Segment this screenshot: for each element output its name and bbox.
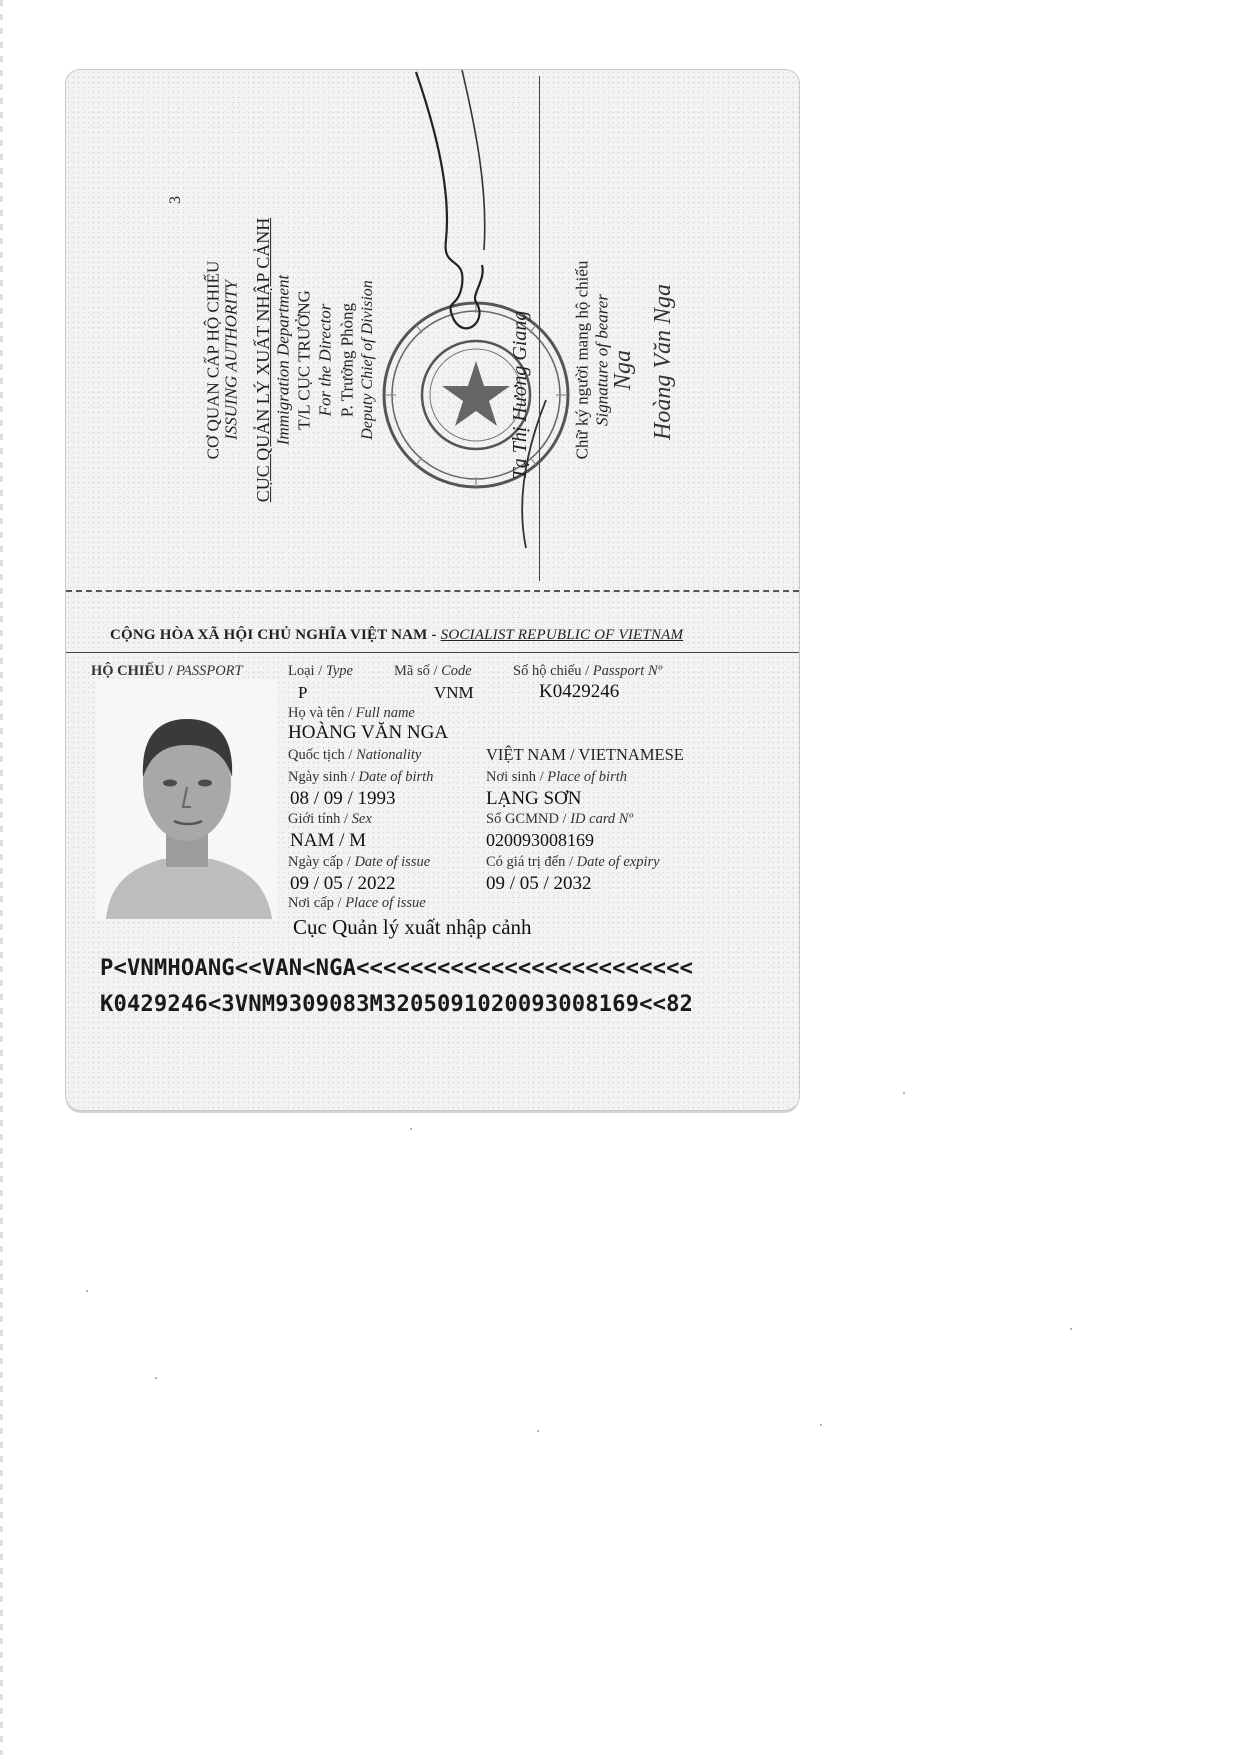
passport-label: HỘ CHIẾU / PASSPORT (91, 663, 243, 679)
scan-edge (0, 0, 3, 1755)
department-vi: CỤC QUẢN LÝ XUẤT NHẬP CẢNH (253, 217, 274, 503)
scan-speck (155, 1377, 157, 1379)
poi-label: Nơi cấp / Place of issue (288, 895, 426, 911)
nationality: VIỆT NAM / VIETNAMESE (486, 745, 684, 764)
scan-speck (820, 1424, 822, 1426)
republic-vi: CỘNG HÒA XÃ HỘI CHỦ NGHĨA VIỆT NAM - (110, 627, 441, 643)
page-divider (539, 76, 540, 581)
mrz-line-2: K0429246<3VNM9309083M3205091020093008169<<82 (100, 991, 694, 1017)
code-label: Mã số / Code (394, 663, 472, 679)
id-card-label: Số GCMND / ID card Nº (486, 811, 633, 827)
passport-number: K0429246 (539, 681, 620, 702)
date-of-expiry: 09 / 05 / 2032 (486, 873, 592, 894)
passport-type: P (298, 683, 308, 702)
scan-speck (537, 1430, 539, 1432)
bearer-signature-label-vi: Chữ ký người mang hộ chiếu (572, 260, 592, 460)
scan-speck (1070, 1328, 1072, 1330)
dob-label: Ngày sinh / Date of birth (288, 769, 434, 785)
place-of-issue: Cục Quản lý xuất nhập cảnh (293, 915, 532, 939)
date-of-birth: 08 / 09 / 1993 (290, 788, 396, 809)
pob-label: Nơi sinh / Place of birth (486, 769, 627, 785)
republic-header (110, 627, 683, 644)
officer-signature-icon (396, 70, 596, 550)
doi-label: Ngày cấp / Date of issue (288, 854, 431, 870)
bearer-signature-label-en: Signature of bearer (592, 294, 612, 426)
deputy-en: Deputy Chief of Division (359, 280, 377, 440)
country-code: VNM (434, 683, 474, 702)
scan-speck (903, 1092, 905, 1094)
deputy-vi: P. Trưởng Phòng (337, 302, 357, 418)
name-label: Họ và tên / Full name (288, 705, 415, 721)
portrait-icon (96, 679, 278, 919)
place-of-birth: LẠNG SƠN (486, 788, 582, 809)
director-en: For the Director (315, 303, 335, 417)
director-vi: T/L CỤC TRƯỞNG (294, 290, 314, 430)
svg-text:Hoàng Văn Nga: Hoàng Văn Nga (650, 284, 676, 440)
authority-page (66, 70, 799, 590)
date-of-issue: 09 / 05 / 2022 (290, 873, 396, 894)
header-rule (66, 652, 799, 653)
scan-speck (86, 1290, 88, 1292)
page-fold-line (66, 590, 799, 592)
signer-name: Tạ Thị Hương Giang (509, 310, 531, 480)
republic-en: SOCIALIST REPUBLIC OF VIETNAM (440, 627, 684, 643)
passport-number-label: Số hộ chiếu / Passport Nº (513, 663, 663, 679)
mrz-line-1: P<VNMHOANG<<VAN<NGA<<<<<<<<<<<<<<<<<<<<<<<<< (100, 955, 694, 981)
page-number: 3 (167, 196, 184, 204)
sex-label: Giới tính / Sex (288, 811, 372, 827)
doe-label: Có giá trị đến / Date of expiry (486, 854, 660, 870)
full-name: HOÀNG VĂN NGA (288, 722, 449, 743)
holder-photo (96, 679, 278, 919)
nationality-label: Quốc tịch / Nationality (288, 747, 422, 763)
department-en: Immigration Department (273, 274, 293, 446)
issuing-authority-vi: CƠ QUAN CẤP HỘ CHIẾU (203, 260, 223, 460)
sex: NAM / M (290, 830, 367, 851)
id-card-number: 020093008169 (486, 830, 594, 850)
data-page (66, 595, 799, 1110)
issuing-authority-en: ISSUING AUTHORITY (221, 280, 241, 440)
scan-speck (410, 1128, 412, 1130)
passport-scan (66, 70, 799, 1110)
type-label: Loại / Type (288, 663, 353, 679)
svg-text:Nga: Nga (610, 349, 636, 390)
bearer-signature-icon (606, 240, 696, 460)
